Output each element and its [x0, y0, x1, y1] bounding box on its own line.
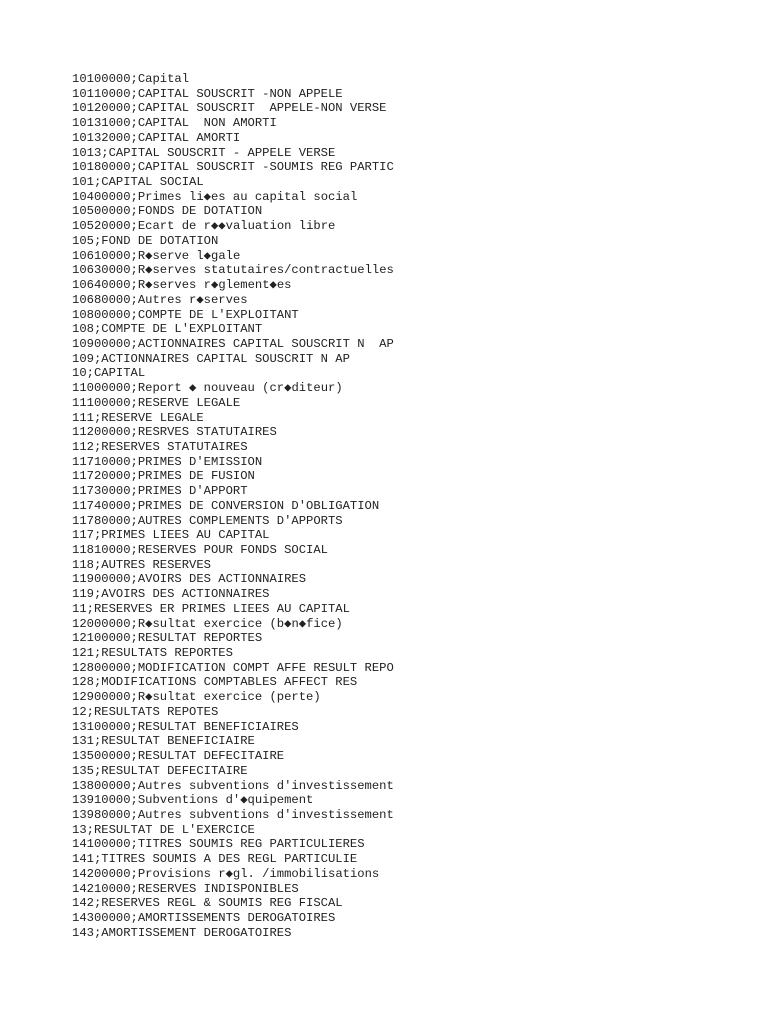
account-line: 11720000;PRIMES DE FUSION [72, 469, 255, 484]
account-line: 12000000;R◆sultat exercice (b◆n◆fice) [72, 616, 343, 631]
account-line: 12100000;RESULTAT REPORTES [72, 631, 263, 646]
account-line: 12900000;R◆sultat exercice (perte) [72, 690, 321, 705]
account-line: 105;FOND DE DOTATION [72, 233, 219, 248]
account-line: 131;RESULTAT BENEFICIAIRE [72, 734, 255, 749]
account-line: 117;PRIMES LIEES AU CAPITAL [72, 528, 270, 543]
account-line: 10520000;Ecart de r◆◆valuation libre [72, 219, 336, 234]
account-line: 11100000;RESERVE LEGALE [72, 395, 241, 410]
account-line: 13100000;RESULTAT BENEFICIAIRES [72, 719, 299, 734]
account-line: 10131000;CAPITAL NON AMORTI [72, 116, 277, 131]
account-line: 109;ACTIONNAIRES CAPITAL SOUSCRIT N AP [72, 351, 350, 366]
account-line: 10180000;CAPITAL SOUSCRIT -SOUMIS REG PARTIC [72, 160, 394, 175]
account-line: 14200000;Provisions r◆gl. /immobilisations [72, 866, 380, 881]
account-line: 10132000;CAPITAL AMORTI [72, 130, 241, 145]
account-line: 11;RESERVES ER PRIMES LIEES AU CAPITAL [72, 601, 350, 616]
account-line: 10800000;COMPTE DE L'EXPLOITANT [72, 307, 299, 322]
account-line: 11810000;RESERVES POUR FONDS SOCIAL [72, 543, 328, 557]
account-line: 121;RESULTATS REPORTES [72, 646, 233, 661]
account-line: 11780000;AUTRES COMPLEMENTS D'APPORTS [72, 513, 343, 528]
account-line: 128;MODIFICATIONS COMPTABLES AFFECT RES [72, 675, 358, 690]
account-line: 13910000;Subventions d'◆quipement [72, 793, 314, 808]
account-line: 10;CAPITAL [72, 366, 146, 381]
account-line: 13500000;RESULTAT DEFECITAIRE [72, 749, 285, 764]
account-line: 14100000;TITRES SOUMIS REG PARTICULIERES [72, 837, 365, 852]
account-line: 11900000;AVOIRS DES ACTIONNAIRES [72, 572, 307, 587]
account-line: 118;AUTRES RESERVES [72, 557, 211, 572]
account-line: 10630000;R◆serves statutaires/contractuelles [72, 263, 394, 278]
account-line: 14210000;RESERVES INDISPONIBLES [72, 881, 299, 896]
account-line: 10120000;CAPITAL SOUSCRIT APPELE-NON VERSE [72, 101, 387, 116]
account-list [72, 72, 752, 940]
account-line: 10100000;Capital [72, 72, 190, 86]
account-line: 13800000;Autres subventions d'investissement [72, 778, 394, 793]
account-line: 108;COMPTE DE L'EXPLOITANT [72, 322, 263, 337]
account-line: 12800000;MODIFICATION COMPT AFFE RESULT REPO [72, 660, 394, 675]
account-line: 10400000;Primes li◆es au capital social [72, 189, 358, 204]
account-line: 11730000;PRIMES D'APPORT [72, 484, 248, 499]
account-line: 10900000;ACTIONNAIRES CAPITAL SOUSCRIT N AP [72, 336, 394, 351]
account-line: 1013;CAPITAL SOUSCRIT - APPELE VERSE [72, 145, 336, 160]
account-line: 11740000;PRIMES DE CONVERSION D'OBLIGATION [72, 498, 380, 513]
account-line: 13980000;Autres subventions d'investissement [72, 807, 394, 822]
account-line: 12;RESULTATS REPOTES [72, 704, 219, 719]
account-line: 11200000;RESRVES STATUTAIRES [72, 425, 277, 440]
account-line: 10110000;CAPITAL SOUSCRIT -NON APPELE [72, 86, 343, 101]
account-line: 141;TITRES SOUMIS A DES REGL PARTICULIE [72, 852, 358, 867]
account-line: 119;AVOIRS DES ACTIONNAIRES [72, 587, 270, 602]
account-line: 135;RESULTAT DEFECITAIRE [72, 763, 248, 778]
account-line: 11710000;PRIMES D'EMISSION [72, 454, 263, 469]
account-line: 11000000;Report ◆ nouveau (cr◆diteur) [72, 381, 343, 396]
account-line: 143;AMORTISSEMENT DEROGATOIRES [72, 925, 292, 940]
account-line: 14300000;AMORTISSEMENTS DEROGATOIRES [72, 910, 336, 925]
document-page [72, 72, 752, 940]
account-line: 10610000;R◆serve l◆gale [72, 248, 241, 263]
account-line: 10500000;FONDS DE DOTATION [72, 204, 263, 219]
account-line: 13;RESULTAT DE L'EXERCICE [72, 822, 255, 837]
account-line: 111;RESERVE LEGALE [72, 410, 204, 425]
account-line: 10640000;R◆serves r◆glement◆es [72, 278, 292, 293]
account-line: 10680000;Autres r◆serves [72, 292, 248, 307]
account-line: 142;RESERVES REGL & SOUMIS REG FISCAL [72, 896, 343, 911]
account-line: 101;CAPITAL SOCIAL [72, 175, 204, 190]
account-line: 112;RESERVES STATUTAIRES [72, 439, 248, 454]
